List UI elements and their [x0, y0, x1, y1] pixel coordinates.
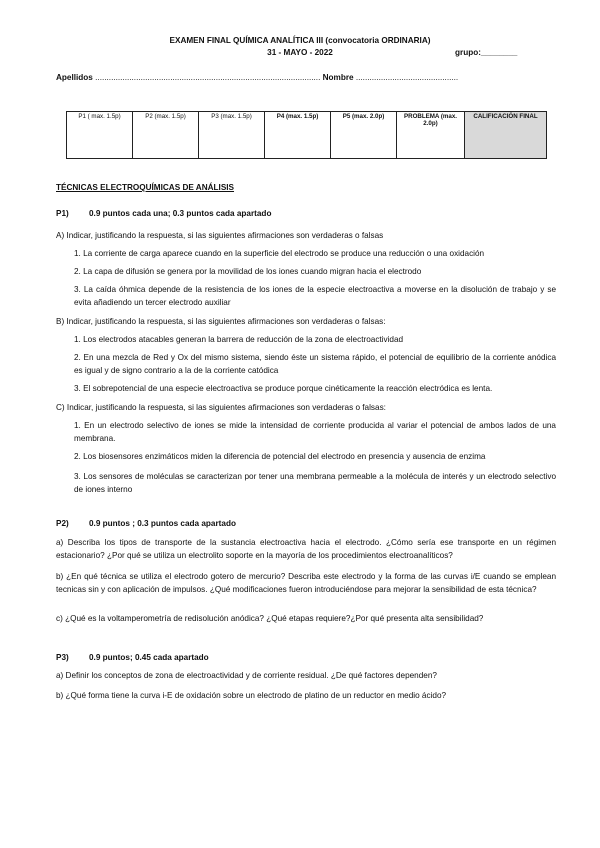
grade-cell-p4: P4 (max. 1.5p) [265, 112, 331, 159]
p1-c-item-1: 1. En un electrodo selectivo de iones se mide la intensidad de corriente producida al variar el potencial de ambos lados de una membrana. [74, 421, 556, 443]
nombre-label: Nombre [322, 73, 354, 82]
p2-item-a: a) Describa los tipos de transporte de la sustancia electroactiva hacia el electrodo. ¿Cómo sería ese transporte en un régimen estacionario? ¿Por qué se utiliza un electrolito soporte en la mayoría de los procedimientos electroanalíticos? [56, 538, 556, 560]
grades-row [67, 112, 547, 159]
p1-a-item-2: 2. La capa de difusión se genera por la movilidad de los iones cuando migran hacia el electrodo [74, 267, 422, 276]
p1-b-item-3: 3. El sobrepotencial de una especie electroactiva se produce porque cinéticamente la reacción electródica es lenta. [74, 384, 493, 393]
question-p2-label: P2) [56, 519, 69, 528]
p3-item-a: a) Definir los conceptos de zona de electroactividad y de corriente residual. ¿De qué factores dependen? [56, 671, 437, 680]
question-p2-heading [56, 519, 236, 528]
grade-cell-p5: P5 (max. 2.0p) [331, 112, 397, 159]
grade-cell-p3: P3 (max. 1.5p) [199, 112, 265, 159]
grade-cell-problema: PROBLEMA (max. 2.0p) [397, 112, 465, 159]
grade-cell-p1: P1 ( max. 1.5p) [67, 112, 133, 159]
question-p1-points: 0.9 puntos cada una; 0.3 puntos cada apartado [89, 209, 272, 218]
apellidos-blank: ................................................................................................... [95, 73, 321, 82]
p3-item-b: b) ¿Qué forma tiene la curva i-E de oxidación sobre un electrodo de platino de un reductor en medio ácido? [56, 691, 447, 700]
question-p3-label: P3) [56, 653, 69, 662]
exam-title: EXAMEN FINAL QUÍMICA ANALÍTICA III (convocatoria ORDINARIA) [169, 36, 431, 45]
p1-b-item-2: 2. En una mezcla de Red y Ox del mismo sistema, siendo éste un sistema rápido, el potencial de equilibrio de la corriente anódica es igual y de signo contrario a la de la corriente catódica [74, 353, 556, 375]
p1-c-item-3: 3. Los sensores de moléculas se caracterizan por tener una membrana permeable a la molécula de interés y un electrodo selectivo de iones interno [74, 472, 556, 494]
grade-cell-p2: P2 (max. 1.5p) [133, 112, 199, 159]
p1-a-item-3: 3. La caída óhmica depende de la resistencia de los iones de la especie electroactiva a moverse en la disolución de trabajo y se evita añadiendo un tercer electrodo auxiliar [74, 285, 556, 307]
grade-cell-calificacion: CALIFICACIÓN FINAL [465, 112, 547, 159]
grades-table [66, 111, 547, 159]
nombre-blank: ............................................. [355, 73, 459, 82]
p2-item-c: c) ¿Qué es la voltamperometría de redisolución anódica? ¿Qué etapas requiere?¿Por qué presenta alta sensibilidad? [56, 614, 484, 623]
grupo-field: grupo:________ [455, 48, 518, 57]
student-name-line [56, 73, 458, 82]
p1-b-intro: B) Indicar, justificando la respuesta, si las siguientes afirmaciones son verdaderas o falsas: [56, 317, 386, 326]
question-p1-label: P1) [56, 209, 69, 218]
p1-b-item-1: 1. Los electrodos atacables generan la barrera de reducción de la zona de electroactividad [74, 335, 404, 344]
p1-a-item-1: 1. La corriente de carga aparece cuando en la superficie del electrodo se produce una reducción o una oxidación [74, 249, 485, 258]
apellidos-label: Apellidos [56, 73, 93, 82]
question-p3-points: 0.9 puntos; 0.45 cada apartado [89, 653, 209, 662]
p1-a-intro: A) Indicar, justificando la respuesta, si las siguientes afirmaciones son verdaderas o falsas [56, 231, 384, 240]
question-p2-points: 0.9 puntos ; 0.3 puntos cada apartado [89, 519, 236, 528]
exam-date: 31 - MAYO - 2022 [267, 48, 333, 57]
p2-item-b: b) ¿En qué técnica se utiliza el electrodo gotero de mercurio? Describa este electrodo y la forma de las curvas i/E cuando se emplean tecnicas sin y con aplicación de impulsos. ¿Qué modificaciones fueron introduciéndose para mejorar la sensibilidad de esta técnica? [56, 572, 556, 594]
p1-c-intro: C) Indicar, justificando la respuesta, si las siguientes afirmaciones son verdaderas o falsas: [56, 403, 386, 412]
question-p3-heading [56, 653, 209, 662]
section-title: TÉCNICAS ELECTROQUÍMICAS DE ANÁLISIS [56, 183, 235, 192]
question-p1-heading [56, 209, 271, 218]
p1-c-item-2: 2. Los biosensores enzimáticos miden la diferencia de potencial del electrodo en presencia y ausencia de enzima [74, 452, 486, 461]
